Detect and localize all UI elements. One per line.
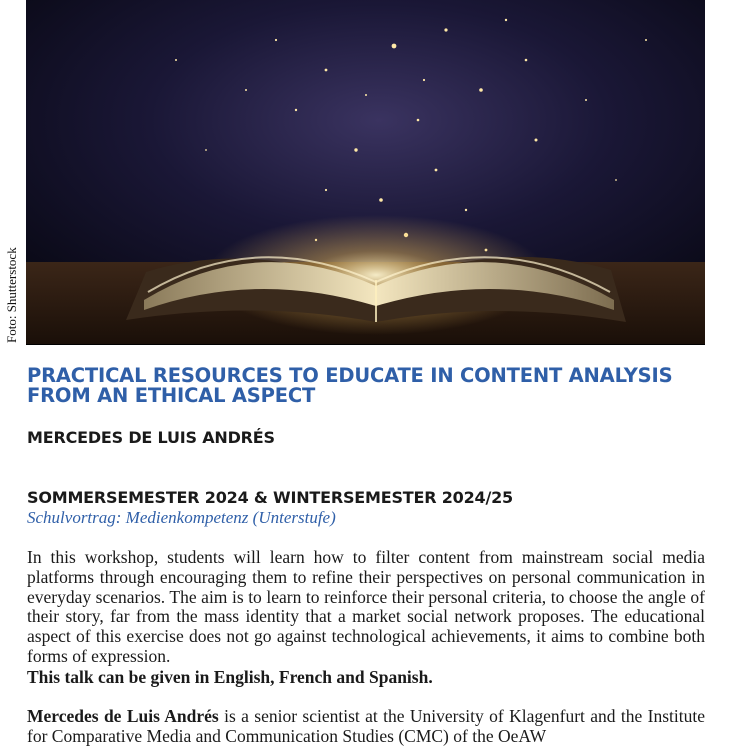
book-photo — [26, 0, 705, 345]
bio-text: is a senior scientist at the University of Klagenfurt and the Institute for Comparative Media and Communication Studies (CMC) of the OeAW — [27, 706, 705, 746]
bio-paragraph — [27, 707, 705, 747]
bio-name: Mercedes de Luis Andrés — [27, 706, 219, 726]
page-title: PRACTICAL RESOURCES TO EDUCATE IN CONTENT ANALYSIS FROM AN ETHICAL ASPECT — [27, 364, 673, 407]
talk-type: Schulvortrag: Medienkompetenz (Unterstufe) — [27, 508, 336, 527]
open-book-image — [26, 0, 705, 344]
author-name: MERCEDES DE LUIS ANDRÉS — [27, 428, 275, 447]
languages-note: This talk can be given in English, French and Spanish. — [27, 667, 433, 687]
photo-credit: Foto: Shutterstock — [4, 247, 19, 343]
semester-heading: SOMMERSEMESTER 2024 & WINTERSEMESTER 2024/25 — [27, 488, 513, 507]
description-paragraph: In this workshop, students will learn how to filter content from mainstream social media platforms through encouraging them to refine their perspectives on personal communication in everyday scenarios. The aim is to learn to reinforce their personal criteria, to choose the angle of their story, far from the mass identity that a market social network proposes. The educational aspect of this exercise does not go against technological achievements, it aims to combine both forms of expression. — [27, 547, 705, 666]
